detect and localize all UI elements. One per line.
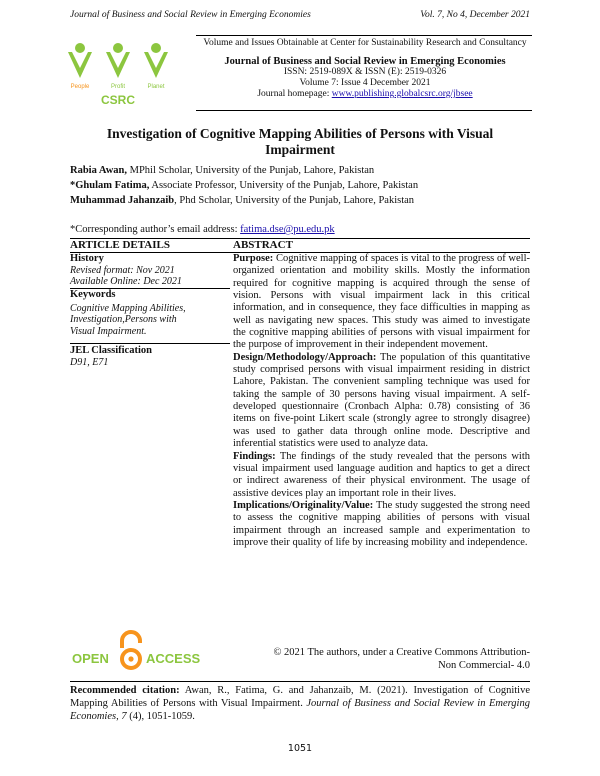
journal-info xyxy=(198,38,532,100)
csrc-logo xyxy=(66,38,194,110)
journal-title: Journal of Business and Social Review in Emerging Economies xyxy=(224,56,506,67)
author-2: *Ghulam Fatima, Associate Professor, University of the Punjab, Lahore, Pakistan xyxy=(70,180,419,191)
people-profit-planet-icon xyxy=(66,38,194,110)
keywords-rule xyxy=(70,343,230,344)
open-access-open-text: OPEN xyxy=(72,651,109,666)
article-keywords xyxy=(70,289,230,337)
header-rule-bottom xyxy=(196,110,532,111)
journal-info-line: Volume and Issues Obtainable at Center for Sustainability Research and Consultancy xyxy=(203,38,527,48)
running-header-volume: Vol. 7, No 4, December 2021 xyxy=(420,10,530,20)
license-note: © 2021 The authors, under a Creative Commons Attribution- Non Commercial- 4.0 xyxy=(273,647,530,671)
logo-csrc-text: CSRC xyxy=(100,93,136,107)
journal-homepage: Journal homepage: www.publishing.globalcsrc.org/jbsee xyxy=(257,89,473,99)
keywords-heading: Keywords xyxy=(70,289,116,300)
article-details-heading: ARTICLE DETAILS xyxy=(70,239,170,251)
abstract-implications: Implications/Originality/Value: The study suggested the strong need to assess the cognitive mapping abilities of persons with visual impairment through an increased sample and experimentation to improve their quality of life by increasing mobility and independence. xyxy=(233,499,530,548)
abstract-heading: ABSTRACT xyxy=(233,239,293,251)
jel-heading: JEL Classification xyxy=(70,345,152,356)
running-header-journal: Journal of Business and Social Review in Emerging Economies xyxy=(70,10,311,20)
author-list xyxy=(70,163,418,208)
page-number: 1051 xyxy=(287,743,313,754)
abstract-purpose: Purpose: Cognitive mapping of spaces is vital to the progress of well-organized orientation and mobility skills. Mostly the information required for cognitive mapping is acquired through the sense of vision. Persons with visual impairment lack in this critical information, and in consequence, they face difficulties in mapping as well as navigating new spaces. This study was aimed to investigate the cognitive mapping abilities of persons with visual impairment for the purpose of improvement in their independent movement. xyxy=(233,253,530,351)
history-heading: History xyxy=(70,253,104,264)
open-access-lock-icon xyxy=(72,630,202,672)
keyword-line: Investigation,Persons with xyxy=(70,314,177,325)
journal-volume: Volume 7: Issue 4 December 2021 xyxy=(299,78,431,88)
citation-rule xyxy=(70,681,530,682)
keyword-line: Cognitive Mapping Abilities, xyxy=(70,302,186,314)
logo-profit-text: Profit xyxy=(110,84,126,90)
logo-planet-text: Planet xyxy=(147,84,165,90)
available-online: Available Online: Dec 2021 xyxy=(70,276,182,287)
revised-format: Revised format: Nov 2021 xyxy=(70,264,175,276)
corresponding-author: *Corresponding author’s email address: fatima.dse@pu.edu.pk xyxy=(70,224,335,235)
abstract-design: Design/Methodology/Approach: The population of this quantitative study comprised persons with visual impairment residing in district Lahore, Pakistan. The convenient sampling technique was used for taking the sample of 30 persons having visual impairment. A self-developed questionnaire (Cronbach Alpha: 0.78) consisting of 36 items on five-point Likert scale (strongly agree to strongly disagree) was used to gather data through online mode. Descriptive and inferential statistics were used to analyze data. xyxy=(233,351,530,450)
jel-classification xyxy=(70,345,230,368)
paper-title: Investigation of Cognitive Mapping Abilities of Persons with Visual Impairment xyxy=(106,126,494,157)
article-history xyxy=(70,253,230,288)
jel-codes: D91, E71 xyxy=(70,356,109,368)
author-3: Muhammad Jahanzaib, Phd Scholar, University of the Punjab, Lahore, Pakistan xyxy=(70,195,415,206)
keyword-line: Visual Impairment. xyxy=(70,325,147,337)
open-access-logo xyxy=(72,630,202,672)
journal-issn: ISSN: 2519-089X & ISSN (E): 2519-0326 xyxy=(283,67,447,77)
header-rule-top xyxy=(196,35,532,36)
abstract-findings: Findings: The findings of the study revealed that the persons with visual impairment used language audition and haptics to get a direct or indirect awareness of their physical environment. The usage of assistive devices play an important role in their lives. xyxy=(233,450,530,499)
journal-homepage-link[interactable]: www.publishing.globalcsrc.org/jbsee xyxy=(331,89,473,99)
corresponding-email-link[interactable]: fatima.dse@pu.edu.pk xyxy=(240,224,335,235)
logo-people-text: People xyxy=(70,84,90,90)
open-access-access-text: ACCESS xyxy=(146,651,201,666)
abstract-body xyxy=(233,253,530,549)
author-1: Rabia Awan, MPhil Scholar, University of the Punjab, Lahore, Pakistan xyxy=(70,165,375,176)
recommended-citation: Recommended citation: Awan, R., Fatima, G. and Jahanzaib, M. (2021). Investigation of Cognitive Mapping Abilities of Persons with Visual Impairment. Journal of Business and Social Review in Emerging Economies, 7 (4), 1051-1059. xyxy=(70,685,531,722)
